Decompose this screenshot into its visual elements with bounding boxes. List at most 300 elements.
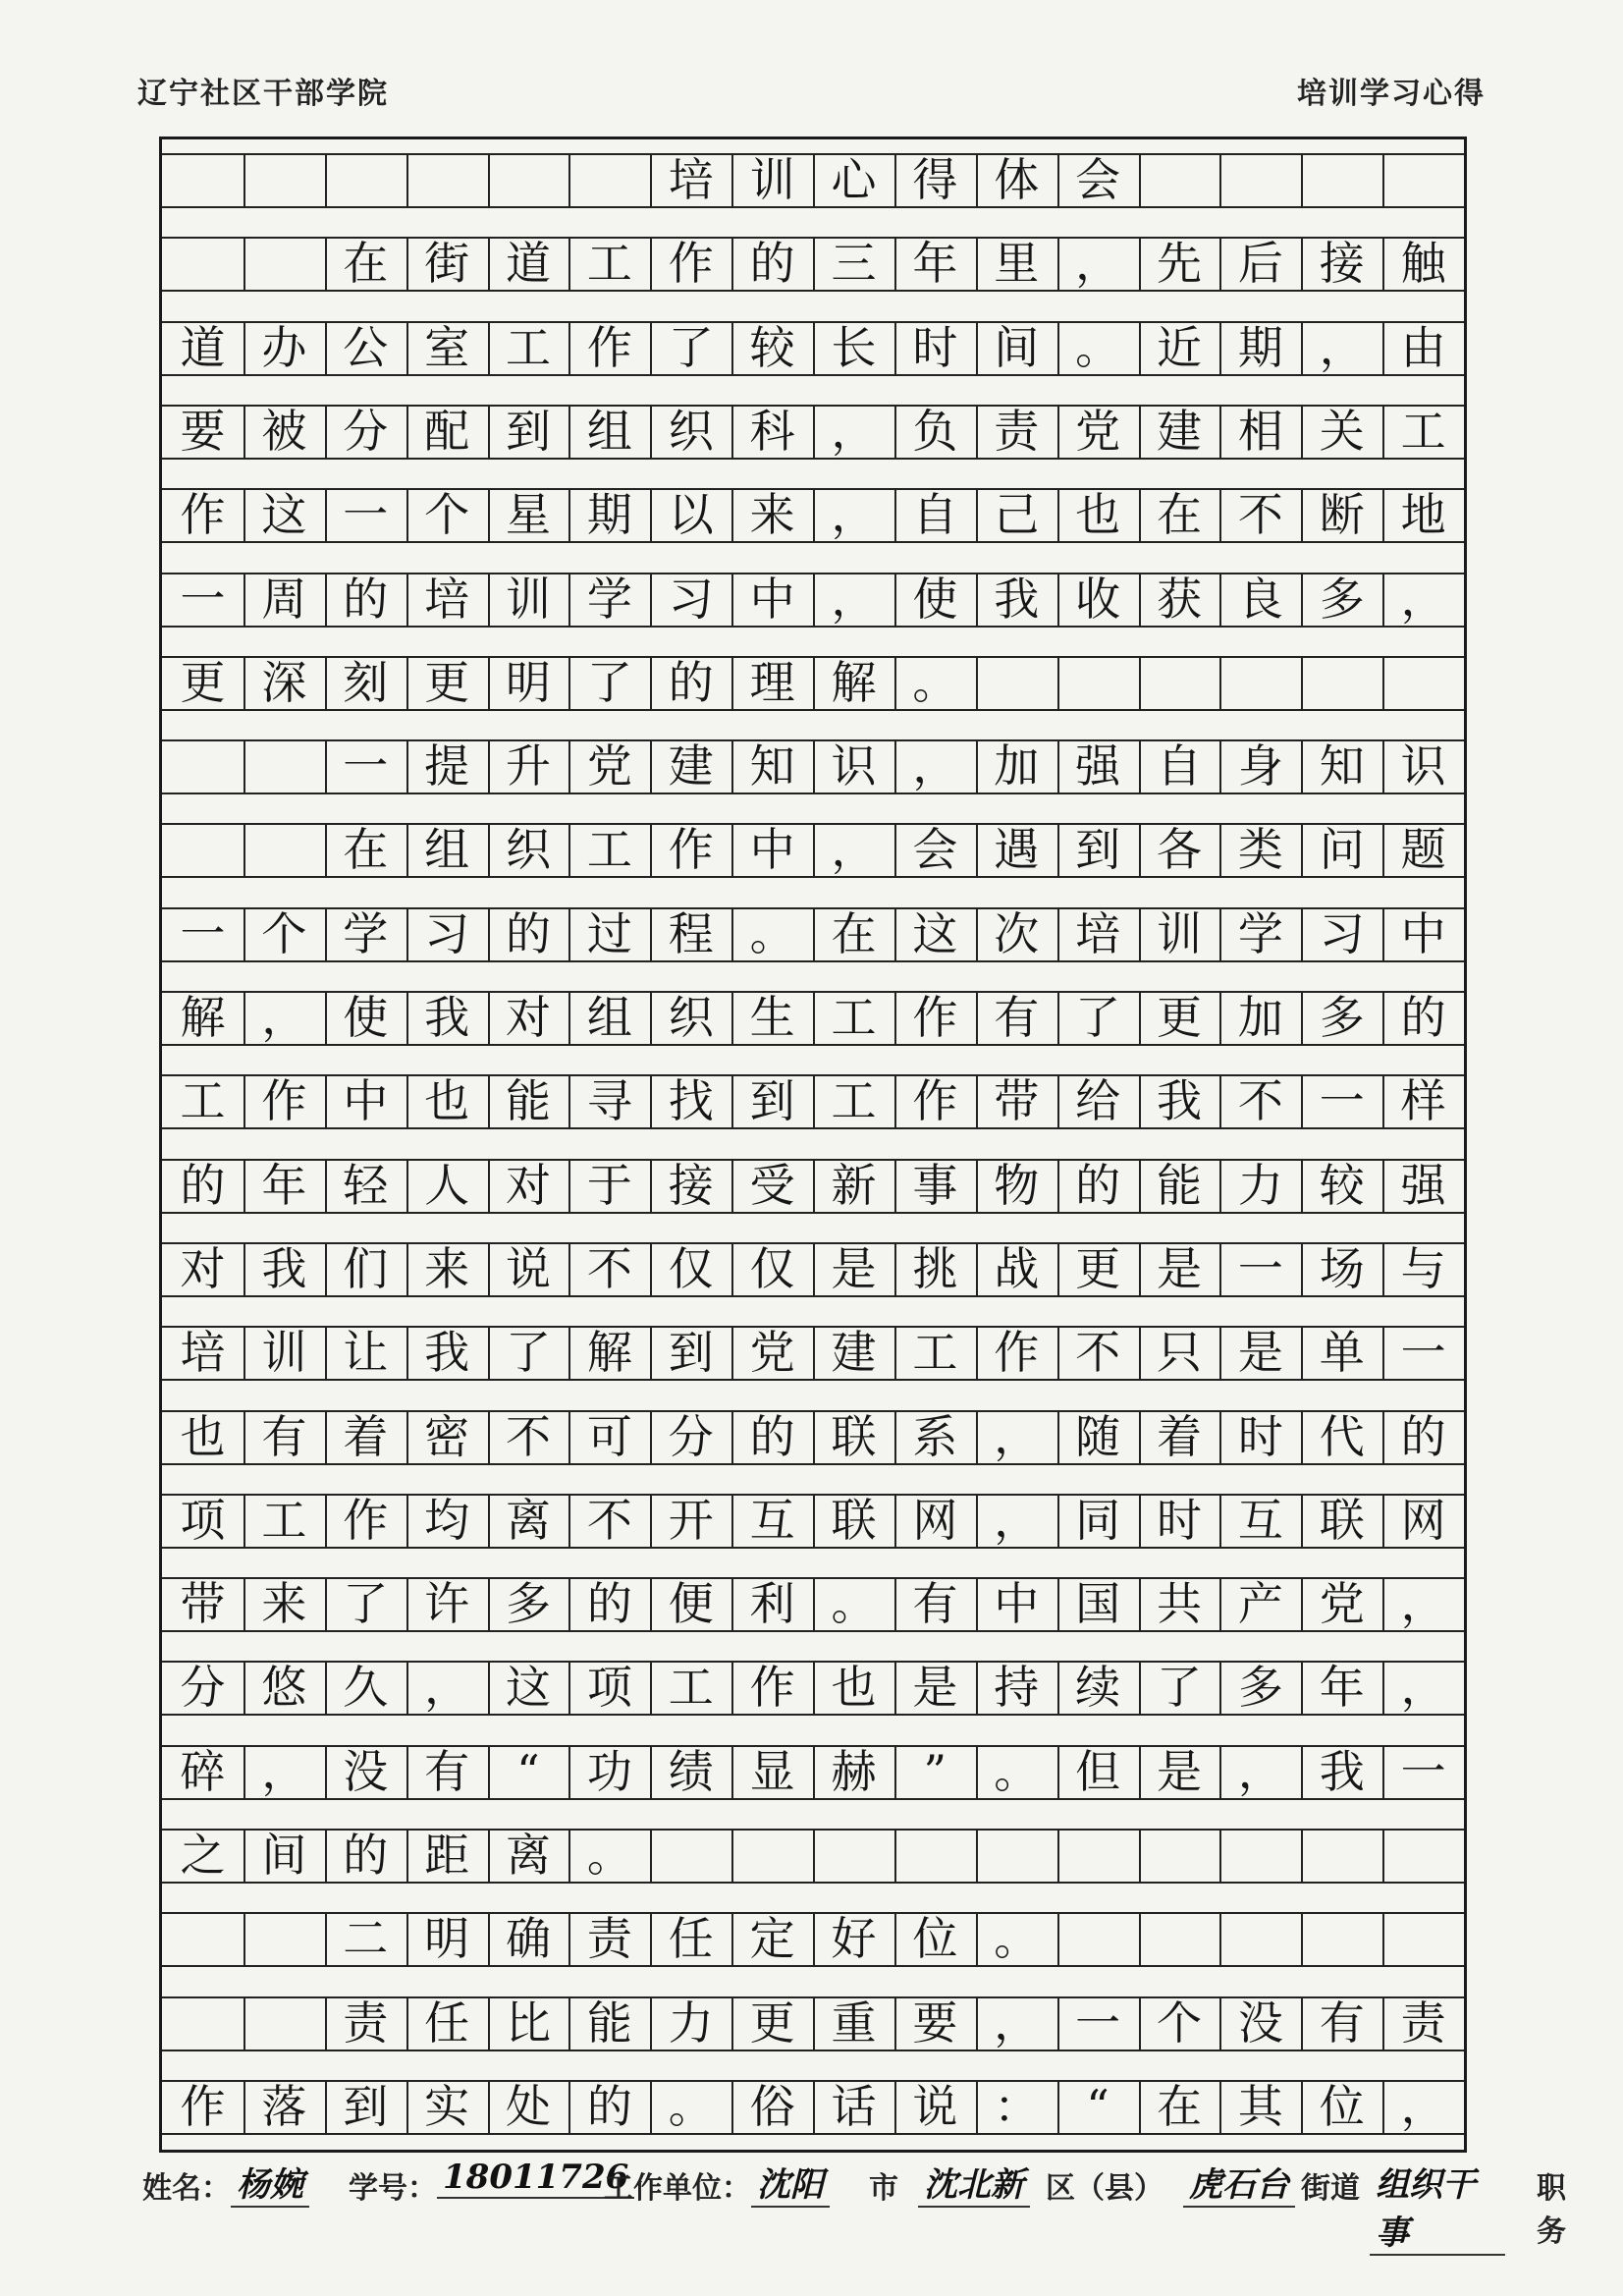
grid-cell-divider bbox=[894, 991, 896, 1044]
grid-character: 党 bbox=[1319, 1577, 1365, 1631]
grid-cell-divider bbox=[568, 656, 570, 709]
grid-character: 不 bbox=[505, 1409, 551, 1463]
grid-cell-divider bbox=[488, 2080, 490, 2133]
job-title-suffix: 职务 bbox=[1537, 2171, 1566, 2249]
grid-cell-divider bbox=[406, 1912, 408, 1965]
grid-cell-divider bbox=[1219, 1494, 1221, 1547]
grid-character: 三 bbox=[831, 237, 877, 291]
grid-cell-divider bbox=[325, 1577, 327, 1630]
grid-cell-divider bbox=[406, 1661, 408, 1714]
grid-cell-divider bbox=[568, 153, 570, 206]
grid-cell-divider bbox=[325, 153, 327, 206]
grid-cell-divider bbox=[1382, 907, 1384, 960]
grid-character: 位 bbox=[1319, 2079, 1365, 2133]
grid-character: 里 bbox=[994, 237, 1040, 291]
grid-character: 到 bbox=[1075, 823, 1121, 877]
grid-character: 联 bbox=[831, 1409, 877, 1463]
grid-character: 不 bbox=[586, 1493, 632, 1547]
grid-character: 了 bbox=[505, 1326, 551, 1380]
grid-row-bottom-line bbox=[162, 2133, 1464, 2135]
grid-character: 但 bbox=[1075, 1744, 1121, 1798]
grid-cell-divider bbox=[650, 1829, 652, 1882]
grid-character: 寻 bbox=[586, 1074, 632, 1128]
grid-character: 作 bbox=[668, 237, 714, 291]
grid-character: ， bbox=[831, 572, 877, 626]
grid-cell-divider bbox=[1139, 1912, 1141, 1965]
grid-character: 年 bbox=[261, 1158, 307, 1212]
grid-character: 作 bbox=[994, 1326, 1040, 1380]
grid-cell-divider bbox=[406, 1829, 408, 1882]
grid-cell-divider bbox=[488, 739, 490, 793]
grid-cell-divider bbox=[1139, 2080, 1141, 2133]
grid-cell-divider bbox=[568, 739, 570, 793]
grid-cell-divider bbox=[813, 2080, 815, 2133]
grid-cell-divider bbox=[650, 153, 652, 206]
job-title-value: 组织干事 bbox=[1370, 2158, 1505, 2256]
grid-character: 先 bbox=[1156, 237, 1202, 291]
grid-cell-divider bbox=[1057, 1494, 1059, 1547]
grid-cell-divider bbox=[894, 1074, 896, 1127]
grid-character: 在 bbox=[343, 237, 389, 291]
grid-cell-divider bbox=[488, 1242, 490, 1295]
grid-cell-divider bbox=[1139, 321, 1141, 374]
grid-cell-divider bbox=[894, 656, 896, 709]
grid-cell-divider bbox=[894, 907, 896, 960]
grid-cell-divider bbox=[650, 656, 652, 709]
grid-cell-divider bbox=[813, 907, 815, 960]
grid-character: 战 bbox=[994, 1241, 1040, 1295]
grid-cell-divider bbox=[731, 1242, 733, 1295]
grid-cell-divider bbox=[488, 907, 490, 960]
grid-cell-divider bbox=[406, 488, 408, 541]
grid-cell-divider bbox=[894, 1996, 896, 2050]
grid-cell-divider bbox=[406, 1326, 408, 1379]
grid-character: 定 bbox=[749, 1912, 795, 1966]
grid-character: 训 bbox=[1156, 906, 1202, 960]
grid-cell-divider bbox=[568, 237, 570, 290]
grid-cell-divider bbox=[894, 1577, 896, 1630]
grid-cell-divider bbox=[650, 1074, 652, 1127]
grid-character: 识 bbox=[831, 739, 877, 793]
grid-cell-divider bbox=[1139, 739, 1141, 793]
grid-cell-divider bbox=[894, 1494, 896, 1547]
grid-character: 知 bbox=[749, 739, 795, 793]
name-value: 杨婉 bbox=[231, 2158, 309, 2208]
grid-cell-divider bbox=[568, 405, 570, 458]
grid-character: 多 bbox=[1237, 1661, 1283, 1715]
grid-character: 单 bbox=[1319, 1326, 1365, 1380]
grid-cell-divider bbox=[1382, 153, 1384, 206]
grid-character: 强 bbox=[1400, 1158, 1446, 1212]
grid-cell-divider bbox=[243, 1074, 245, 1127]
grid-character: 分 bbox=[668, 1409, 714, 1463]
grid-character: 着 bbox=[1156, 1409, 1202, 1463]
grid-character: 的 bbox=[343, 572, 389, 626]
grid-cell-divider bbox=[1382, 739, 1384, 793]
signature-footer bbox=[142, 2156, 1566, 2253]
grid-cell-divider bbox=[650, 739, 652, 793]
grid-cell-divider bbox=[243, 1577, 245, 1630]
grid-cell-divider bbox=[406, 1410, 408, 1463]
grid-row-bottom-line bbox=[162, 374, 1464, 376]
grid-character: 更 bbox=[180, 655, 226, 709]
grid-cell-divider bbox=[731, 656, 733, 709]
grid-character: 让 bbox=[343, 1326, 389, 1380]
grid-cell-divider bbox=[731, 823, 733, 876]
grid-cell-divider bbox=[731, 1996, 733, 2050]
grid-character: 体 bbox=[994, 153, 1040, 206]
grid-character: 在 bbox=[831, 906, 877, 960]
grid-character: ， bbox=[1400, 1577, 1446, 1631]
grid-cell-divider bbox=[894, 1410, 896, 1463]
grid-character: 物 bbox=[994, 1158, 1040, 1212]
grid-character: 对 bbox=[180, 1241, 226, 1295]
grid-cell-divider bbox=[1382, 1577, 1384, 1630]
grid-cell-divider bbox=[1382, 405, 1384, 458]
grid-character: 组 bbox=[424, 823, 470, 877]
grid-cell-divider bbox=[325, 656, 327, 709]
grid-cell-divider bbox=[1301, 1996, 1303, 2050]
grid-cell-divider bbox=[976, 153, 978, 206]
grid-cell-divider bbox=[731, 991, 733, 1044]
grid-row-bottom-line bbox=[162, 1798, 1464, 1800]
grid-character: 了 bbox=[668, 320, 714, 374]
grid-cell-divider bbox=[1301, 2080, 1303, 2133]
grid-character: 。 bbox=[749, 906, 795, 960]
grid-cell-divider bbox=[650, 1410, 652, 1463]
grid-cell-divider bbox=[1301, 1912, 1303, 1965]
grid-row-bottom-line bbox=[162, 1044, 1464, 1046]
grid-cell-divider bbox=[1057, 573, 1059, 626]
grid-character: 使 bbox=[343, 991, 389, 1044]
grid-character: 中 bbox=[749, 572, 795, 626]
grid-character: 互 bbox=[1237, 1493, 1283, 1547]
grid-cell-divider bbox=[731, 1326, 733, 1379]
grid-cell-divider bbox=[976, 1661, 978, 1714]
grid-character: “ bbox=[516, 1744, 540, 1798]
grid-character: 工 bbox=[586, 823, 632, 877]
grid-character: 有 bbox=[261, 1409, 307, 1463]
grid-character: 之 bbox=[180, 1829, 226, 1882]
grid-cell-divider bbox=[1219, 1745, 1221, 1798]
grid-cell-divider bbox=[894, 823, 896, 876]
grid-cell-divider bbox=[731, 1829, 733, 1882]
institution-name: 辽宁社区干部学院 bbox=[137, 77, 389, 111]
grid-character: 有 bbox=[1319, 1995, 1365, 2050]
grid-character: 久 bbox=[343, 1661, 389, 1715]
grid-character: 遇 bbox=[994, 823, 1040, 877]
grid-character: 我 bbox=[424, 991, 470, 1044]
grid-character: 不 bbox=[586, 1241, 632, 1295]
grid-cell-divider bbox=[894, 405, 896, 458]
grid-cell-divider bbox=[568, 1829, 570, 1882]
grid-character: 确 bbox=[505, 1912, 551, 1966]
grid-character: 责 bbox=[343, 1995, 389, 2050]
grid-character: 话 bbox=[831, 2079, 877, 2133]
grid-character: ， bbox=[994, 1409, 1040, 1463]
grid-cell-divider bbox=[488, 991, 490, 1044]
grid-character: 国 bbox=[1075, 1577, 1121, 1631]
grid-character: 收 bbox=[1075, 572, 1121, 626]
grid-cell-divider bbox=[976, 1912, 978, 1965]
grid-cell-divider bbox=[1219, 656, 1221, 709]
grid-cell-divider bbox=[1382, 991, 1384, 1044]
grid-cell-divider bbox=[1301, 1410, 1303, 1463]
grid-cell-divider bbox=[813, 1912, 815, 1965]
grid-cell-divider bbox=[813, 405, 815, 458]
grid-character: 的 bbox=[749, 1409, 795, 1463]
grid-cell-divider bbox=[894, 1661, 896, 1714]
grid-cell-divider bbox=[1139, 237, 1141, 290]
grid-character: 更 bbox=[749, 1995, 795, 2050]
grid-cell-divider bbox=[1139, 1661, 1141, 1714]
grid-cell-divider bbox=[1139, 488, 1141, 541]
grid-cell-divider bbox=[813, 1494, 815, 1547]
grid-character: 项 bbox=[586, 1661, 632, 1715]
grid-character: 样 bbox=[1400, 1074, 1446, 1128]
grid-cell-divider bbox=[976, 1829, 978, 1882]
grid-cell-divider bbox=[406, 907, 408, 960]
grid-character: 身 bbox=[1237, 739, 1283, 793]
grid-character: 也 bbox=[180, 1409, 226, 1463]
grid-row-bottom-line bbox=[162, 709, 1464, 711]
grid-character: 织 bbox=[668, 991, 714, 1044]
grid-cell-divider bbox=[1382, 1074, 1384, 1127]
grid-character: 近 bbox=[1156, 320, 1202, 374]
grid-character: 会 bbox=[1075, 153, 1121, 206]
grid-character: 。 bbox=[831, 1577, 877, 1631]
grid-cell-divider bbox=[1219, 1912, 1221, 1965]
grid-cell-divider bbox=[406, 405, 408, 458]
grid-cell-divider bbox=[568, 823, 570, 876]
grid-character: 分 bbox=[180, 1661, 226, 1715]
grid-character: 联 bbox=[831, 1493, 877, 1547]
grid-character: ： bbox=[994, 2079, 1040, 2133]
grid-cell-divider bbox=[1139, 1159, 1141, 1212]
grid-character: 组 bbox=[586, 404, 632, 458]
grid-character: 过 bbox=[586, 906, 632, 960]
grid-character: 到 bbox=[668, 1326, 714, 1380]
grid-character: 在 bbox=[1156, 2079, 1202, 2133]
grid-character: 次 bbox=[994, 906, 1040, 960]
grid-character: 到 bbox=[505, 404, 551, 458]
grid-character: 位 bbox=[912, 1912, 958, 1966]
grid-cell-divider bbox=[488, 823, 490, 876]
grid-character: 星 bbox=[505, 488, 551, 542]
city-suffix: 市 bbox=[869, 2171, 898, 2206]
grid-row-bottom-line bbox=[162, 1547, 1464, 1549]
grid-cell-divider bbox=[813, 488, 815, 541]
grid-cell-divider bbox=[976, 907, 978, 960]
grid-character: 培 bbox=[1075, 906, 1121, 960]
grid-character: 由 bbox=[1400, 320, 1446, 374]
grid-cell-divider bbox=[1382, 1159, 1384, 1212]
grid-character: 较 bbox=[1319, 1158, 1365, 1212]
grid-character: 我 bbox=[424, 1326, 470, 1380]
grid-character: 解 bbox=[831, 655, 877, 709]
grid-cell-divider bbox=[894, 321, 896, 374]
grid-cell-divider bbox=[731, 1577, 733, 1630]
grid-cell-divider bbox=[650, 1661, 652, 1714]
grid-cell-divider bbox=[1219, 1074, 1221, 1127]
grid-character: 的 bbox=[1075, 1158, 1121, 1212]
grid-cell-divider bbox=[1139, 1494, 1141, 1547]
grid-character: 了 bbox=[1156, 1661, 1202, 1715]
grid-character: 以 bbox=[668, 488, 714, 542]
grid-cell-divider bbox=[1057, 656, 1059, 709]
grid-character: 仅 bbox=[668, 1241, 714, 1295]
grid-cell-divider bbox=[1219, 1829, 1221, 1882]
grid-character: 多 bbox=[1319, 572, 1365, 626]
grid-character: 期 bbox=[586, 488, 632, 542]
grid-character: 着 bbox=[343, 1409, 389, 1463]
grid-character: 来 bbox=[261, 1577, 307, 1631]
grid-row-bottom-line bbox=[162, 1127, 1464, 1129]
grid-cell-divider bbox=[325, 1829, 327, 1882]
grid-character: 到 bbox=[343, 2079, 389, 2133]
grid-character: 更 bbox=[424, 655, 470, 709]
grid-character: ， bbox=[1400, 2079, 1446, 2133]
grid-cell-divider bbox=[406, 1159, 408, 1212]
grid-character: 识 bbox=[1400, 739, 1446, 793]
grid-cell-divider bbox=[1382, 1996, 1384, 2050]
grid-cell-divider bbox=[488, 573, 490, 626]
grid-character: 长 bbox=[831, 320, 877, 374]
grid-character: 碎 bbox=[180, 1744, 226, 1798]
grid-character: 作 bbox=[586, 320, 632, 374]
grid-cell-divider bbox=[568, 1159, 570, 1212]
grid-cell-divider bbox=[976, 237, 978, 290]
name-label: 姓名： bbox=[142, 2171, 231, 2206]
grid-cell-divider bbox=[243, 573, 245, 626]
grid-character: 实 bbox=[424, 2079, 470, 2133]
grid-row-bottom-line bbox=[162, 1882, 1464, 1884]
grid-character: 一 bbox=[1400, 1744, 1446, 1798]
grid-character: 是 bbox=[831, 1241, 877, 1295]
grid-character: 能 bbox=[586, 1995, 632, 2050]
grid-character: 在 bbox=[343, 823, 389, 877]
grid-cell-divider bbox=[976, 1159, 978, 1212]
grid-character: 工 bbox=[586, 237, 632, 291]
grid-cell-divider bbox=[976, 405, 978, 458]
grid-cell-divider bbox=[406, 991, 408, 1044]
grid-character: 要 bbox=[912, 1995, 958, 2050]
grid-character: 明 bbox=[505, 655, 551, 709]
grid-cell-divider bbox=[325, 1242, 327, 1295]
student-id-value: 18011726 bbox=[437, 2158, 634, 2199]
grid-character: 工 bbox=[912, 1326, 958, 1380]
page-header bbox=[137, 69, 1486, 118]
grid-cell-divider bbox=[976, 739, 978, 793]
grid-cell-divider bbox=[813, 1745, 815, 1798]
grid-row-bottom-line bbox=[162, 1965, 1464, 1967]
grid-character: 道 bbox=[180, 320, 226, 374]
district-value: 沈北新 bbox=[918, 2158, 1030, 2208]
grid-cell-divider bbox=[731, 1159, 733, 1212]
grid-character: 分 bbox=[343, 404, 389, 458]
grid-character: 仅 bbox=[749, 1241, 795, 1295]
grid-cell-divider bbox=[1057, 739, 1059, 793]
grid-row-bottom-line bbox=[162, 458, 1464, 460]
grid-cell-divider bbox=[894, 739, 896, 793]
grid-cell-divider bbox=[488, 1410, 490, 1463]
grid-cell-divider bbox=[325, 1494, 327, 1547]
grid-character: 持 bbox=[994, 1661, 1040, 1715]
grid-character: 个 bbox=[424, 488, 470, 542]
grid-cell-divider bbox=[243, 237, 245, 290]
grid-cell-divider bbox=[1139, 1074, 1141, 1127]
grid-cell-divider bbox=[976, 656, 978, 709]
grid-character: 织 bbox=[505, 823, 551, 877]
grid-cell-divider bbox=[406, 1996, 408, 2050]
grid-cell-divider bbox=[1382, 321, 1384, 374]
grid-cell-divider bbox=[1139, 1242, 1141, 1295]
grid-cell-divider bbox=[568, 1074, 570, 1127]
grid-character: 不 bbox=[1237, 1074, 1283, 1128]
grid-character: ， bbox=[994, 1995, 1040, 2050]
grid-character: 培 bbox=[424, 572, 470, 626]
grid-row-bottom-line bbox=[162, 1212, 1464, 1214]
grid-character: 一 bbox=[180, 906, 226, 960]
grid-character: 学 bbox=[586, 572, 632, 626]
grid-cell-divider bbox=[976, 991, 978, 1044]
grid-cell-divider bbox=[243, 991, 245, 1044]
grid-cell-divider bbox=[1301, 1242, 1303, 1295]
grid-cell-divider bbox=[1219, 1159, 1221, 1212]
grid-cell-divider bbox=[1382, 656, 1384, 709]
grid-character: 时 bbox=[1156, 1493, 1202, 1547]
grid-cell-divider bbox=[1139, 1577, 1141, 1630]
grid-character: 作 bbox=[180, 488, 226, 542]
grid-cell-divider bbox=[813, 1577, 815, 1630]
grid-character: 比 bbox=[505, 1995, 551, 2050]
grid-character: 党 bbox=[1075, 404, 1121, 458]
grid-cell-divider bbox=[243, 1326, 245, 1379]
grid-character: 这 bbox=[912, 906, 958, 960]
grid-cell-divider bbox=[1382, 1829, 1384, 1882]
grid-cell-divider bbox=[976, 321, 978, 374]
grid-cell-divider bbox=[650, 1745, 652, 1798]
grid-character: 好 bbox=[831, 1912, 877, 1966]
grid-cell-divider bbox=[243, 1410, 245, 1463]
grid-row-bottom-line bbox=[162, 2050, 1464, 2051]
grid-cell-divider bbox=[1139, 823, 1141, 876]
grid-character: 随 bbox=[1075, 1409, 1121, 1463]
grid-cell-divider bbox=[488, 1661, 490, 1714]
grid-cell-divider bbox=[1219, 1577, 1221, 1630]
grid-cell-divider bbox=[243, 153, 245, 206]
grid-character: 题 bbox=[1400, 823, 1446, 877]
grid-character: 代 bbox=[1319, 1409, 1365, 1463]
grid-cell-divider bbox=[813, 321, 815, 374]
grid-cell-divider bbox=[488, 1577, 490, 1630]
grid-cell-divider bbox=[406, 1745, 408, 1798]
grid-character: 来 bbox=[424, 1241, 470, 1295]
district-suffix: 区（县） bbox=[1046, 2171, 1163, 2206]
grid-character: 作 bbox=[668, 823, 714, 877]
grid-character: ” bbox=[923, 1744, 947, 1798]
grid-character: 自 bbox=[1156, 739, 1202, 793]
grid-character: 。 bbox=[994, 1744, 1040, 1798]
grid-character: 工 bbox=[831, 991, 877, 1044]
grid-character: 后 bbox=[1237, 237, 1283, 291]
grid-cell-divider bbox=[568, 488, 570, 541]
grid-cell-divider bbox=[488, 1996, 490, 2050]
grid-character: 是 bbox=[912, 1661, 958, 1715]
grid-character: 工 bbox=[1400, 404, 1446, 458]
grid-character: 工 bbox=[261, 1493, 307, 1547]
grid-cell-divider bbox=[325, 991, 327, 1044]
